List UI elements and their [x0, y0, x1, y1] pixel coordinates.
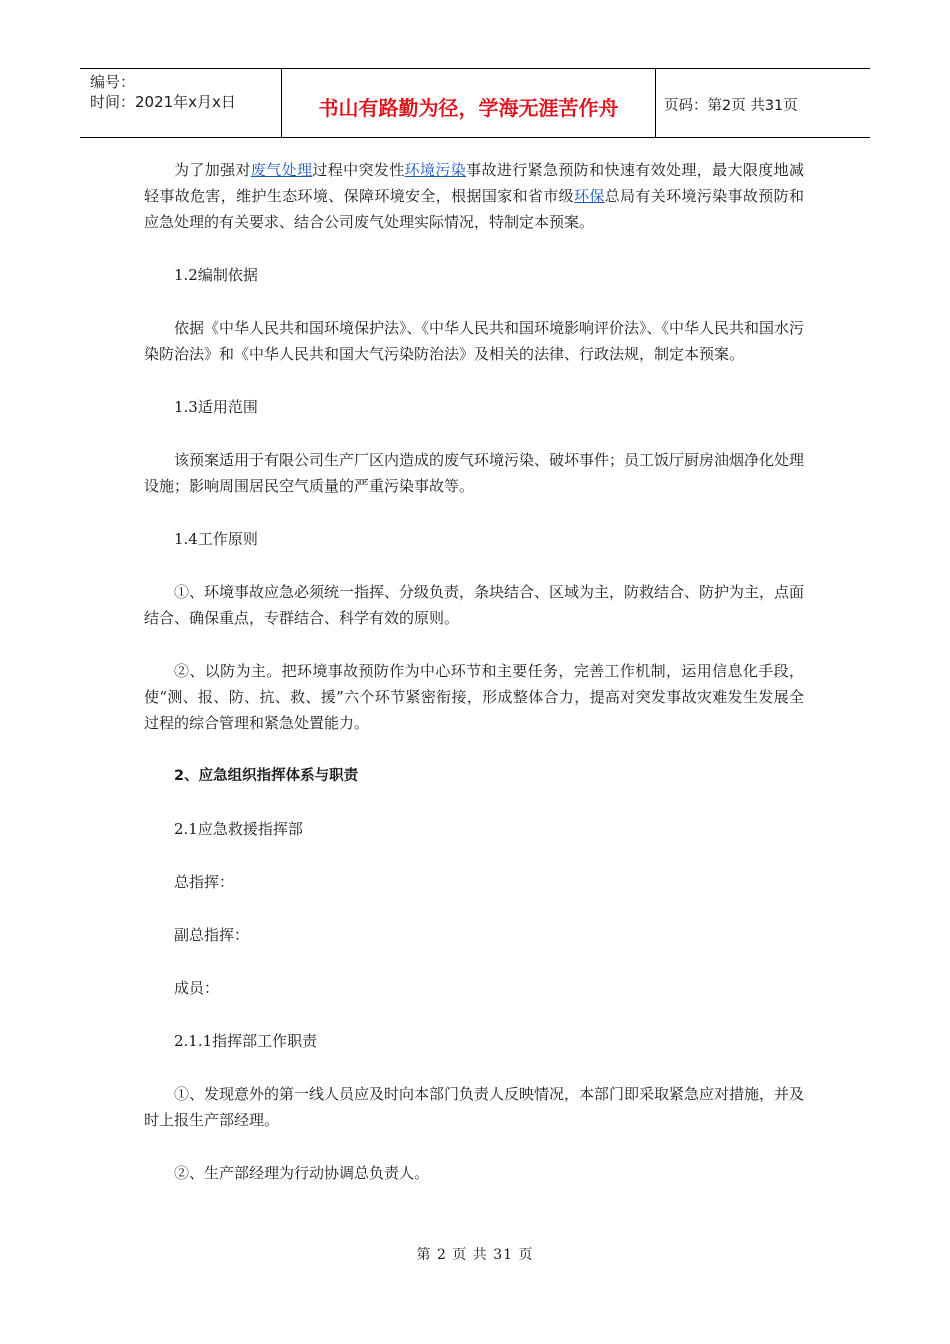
intro-text-3: 事故进行紧急预防和快速有效处理，最大限度地减轻事故危害，维护生态环境、保障环境安全，根据国家和省市级: [144, 161, 804, 205]
intro-text-2: 过程中突发性: [312, 161, 405, 179]
intro-paragraph: [144, 157, 804, 235]
paragraph-duty-1: ①、发现意外的第一线人员应及时向本部门负责人反映情况，本部门即采取紧急应对措施，并及时上报生产部经理。: [144, 1085, 805, 1129]
link-environmental-protection[interactable]: 环保: [573, 187, 605, 205]
paragraph-basis: 依据《中华人民共和国环境保护法》、《中华人民共和国环境影响评价法》、《中华人民共和国水污染防治法》和《中华人民共和国大气污染防治法》及相关的法律、行政法规，制定本预案。: [144, 319, 805, 363]
section-heading-1-4: 1.4工作原则: [174, 530, 258, 548]
section-heading-2-1: 2.1应急救援指挥部: [174, 820, 303, 838]
intro-text-1: 为了加强对: [174, 161, 251, 179]
code-label: 编号：: [90, 73, 136, 91]
intro-text-4: 总局有关环境污染事故预防和应急处理的有关要求、结合公司废气处理实际情况，特制定本预案。: [144, 187, 804, 231]
paragraph-duty-2: ②、生产部经理为行动协调总负责人。: [174, 1164, 430, 1182]
section-heading-1-2: 1.2编制依据: [174, 266, 258, 284]
paragraph-scope: 该预案适用于有限公司生产厂区内造成的废气环境污染、破坏事件；员工饭厅厨房油烟净化处理设施；影响周围居民空气质量的严重污染事故等。: [144, 451, 805, 495]
page-footer: 第 2 页 共 31 页: [416, 1247, 534, 1263]
paragraph-principle-1: ①、环境事故应急必须统一指挥、分级负责，条块结合、区域为主，防救结合、防护为主，点面结合、确保重点，专群结合、科学有效的原则。: [144, 583, 805, 627]
header-page-info: 页码：第2页 共31页: [664, 97, 798, 114]
section-heading-1-3: 1.3适用范围: [174, 398, 258, 416]
time-label: 时间：2021年x月x日: [90, 93, 236, 111]
link-waste-gas-treatment[interactable]: 废气处理: [250, 161, 313, 179]
vice-commander-line: 副总指挥：: [174, 926, 250, 944]
paragraph-principle-2: ②、以防为主。把环境事故预防作为中心环节和主要任务，完善工作机制，运用信息化手段，使“测、报、防、抗、救、援”六个环节紧密衔接，形成整体合力，提高对突发事故灾难发生发展全过程的综合管理和紧急处置能力。: [144, 662, 804, 732]
section-heading-2: 2、应急组织指挥体系与职责: [174, 768, 359, 784]
header-motto: 书山有路勤为径，学海无涯苦作舟: [282, 69, 656, 137]
header-meta: [80, 69, 282, 137]
link-environmental-pollution[interactable]: 环境污染: [404, 161, 467, 179]
page-header: [80, 68, 870, 138]
commander-line: 总指挥：: [174, 873, 235, 891]
document-body: [144, 157, 804, 1186]
section-heading-2-1-1: 2.1.1指挥部工作职责: [174, 1032, 318, 1050]
members-line: 成员：: [174, 979, 220, 997]
